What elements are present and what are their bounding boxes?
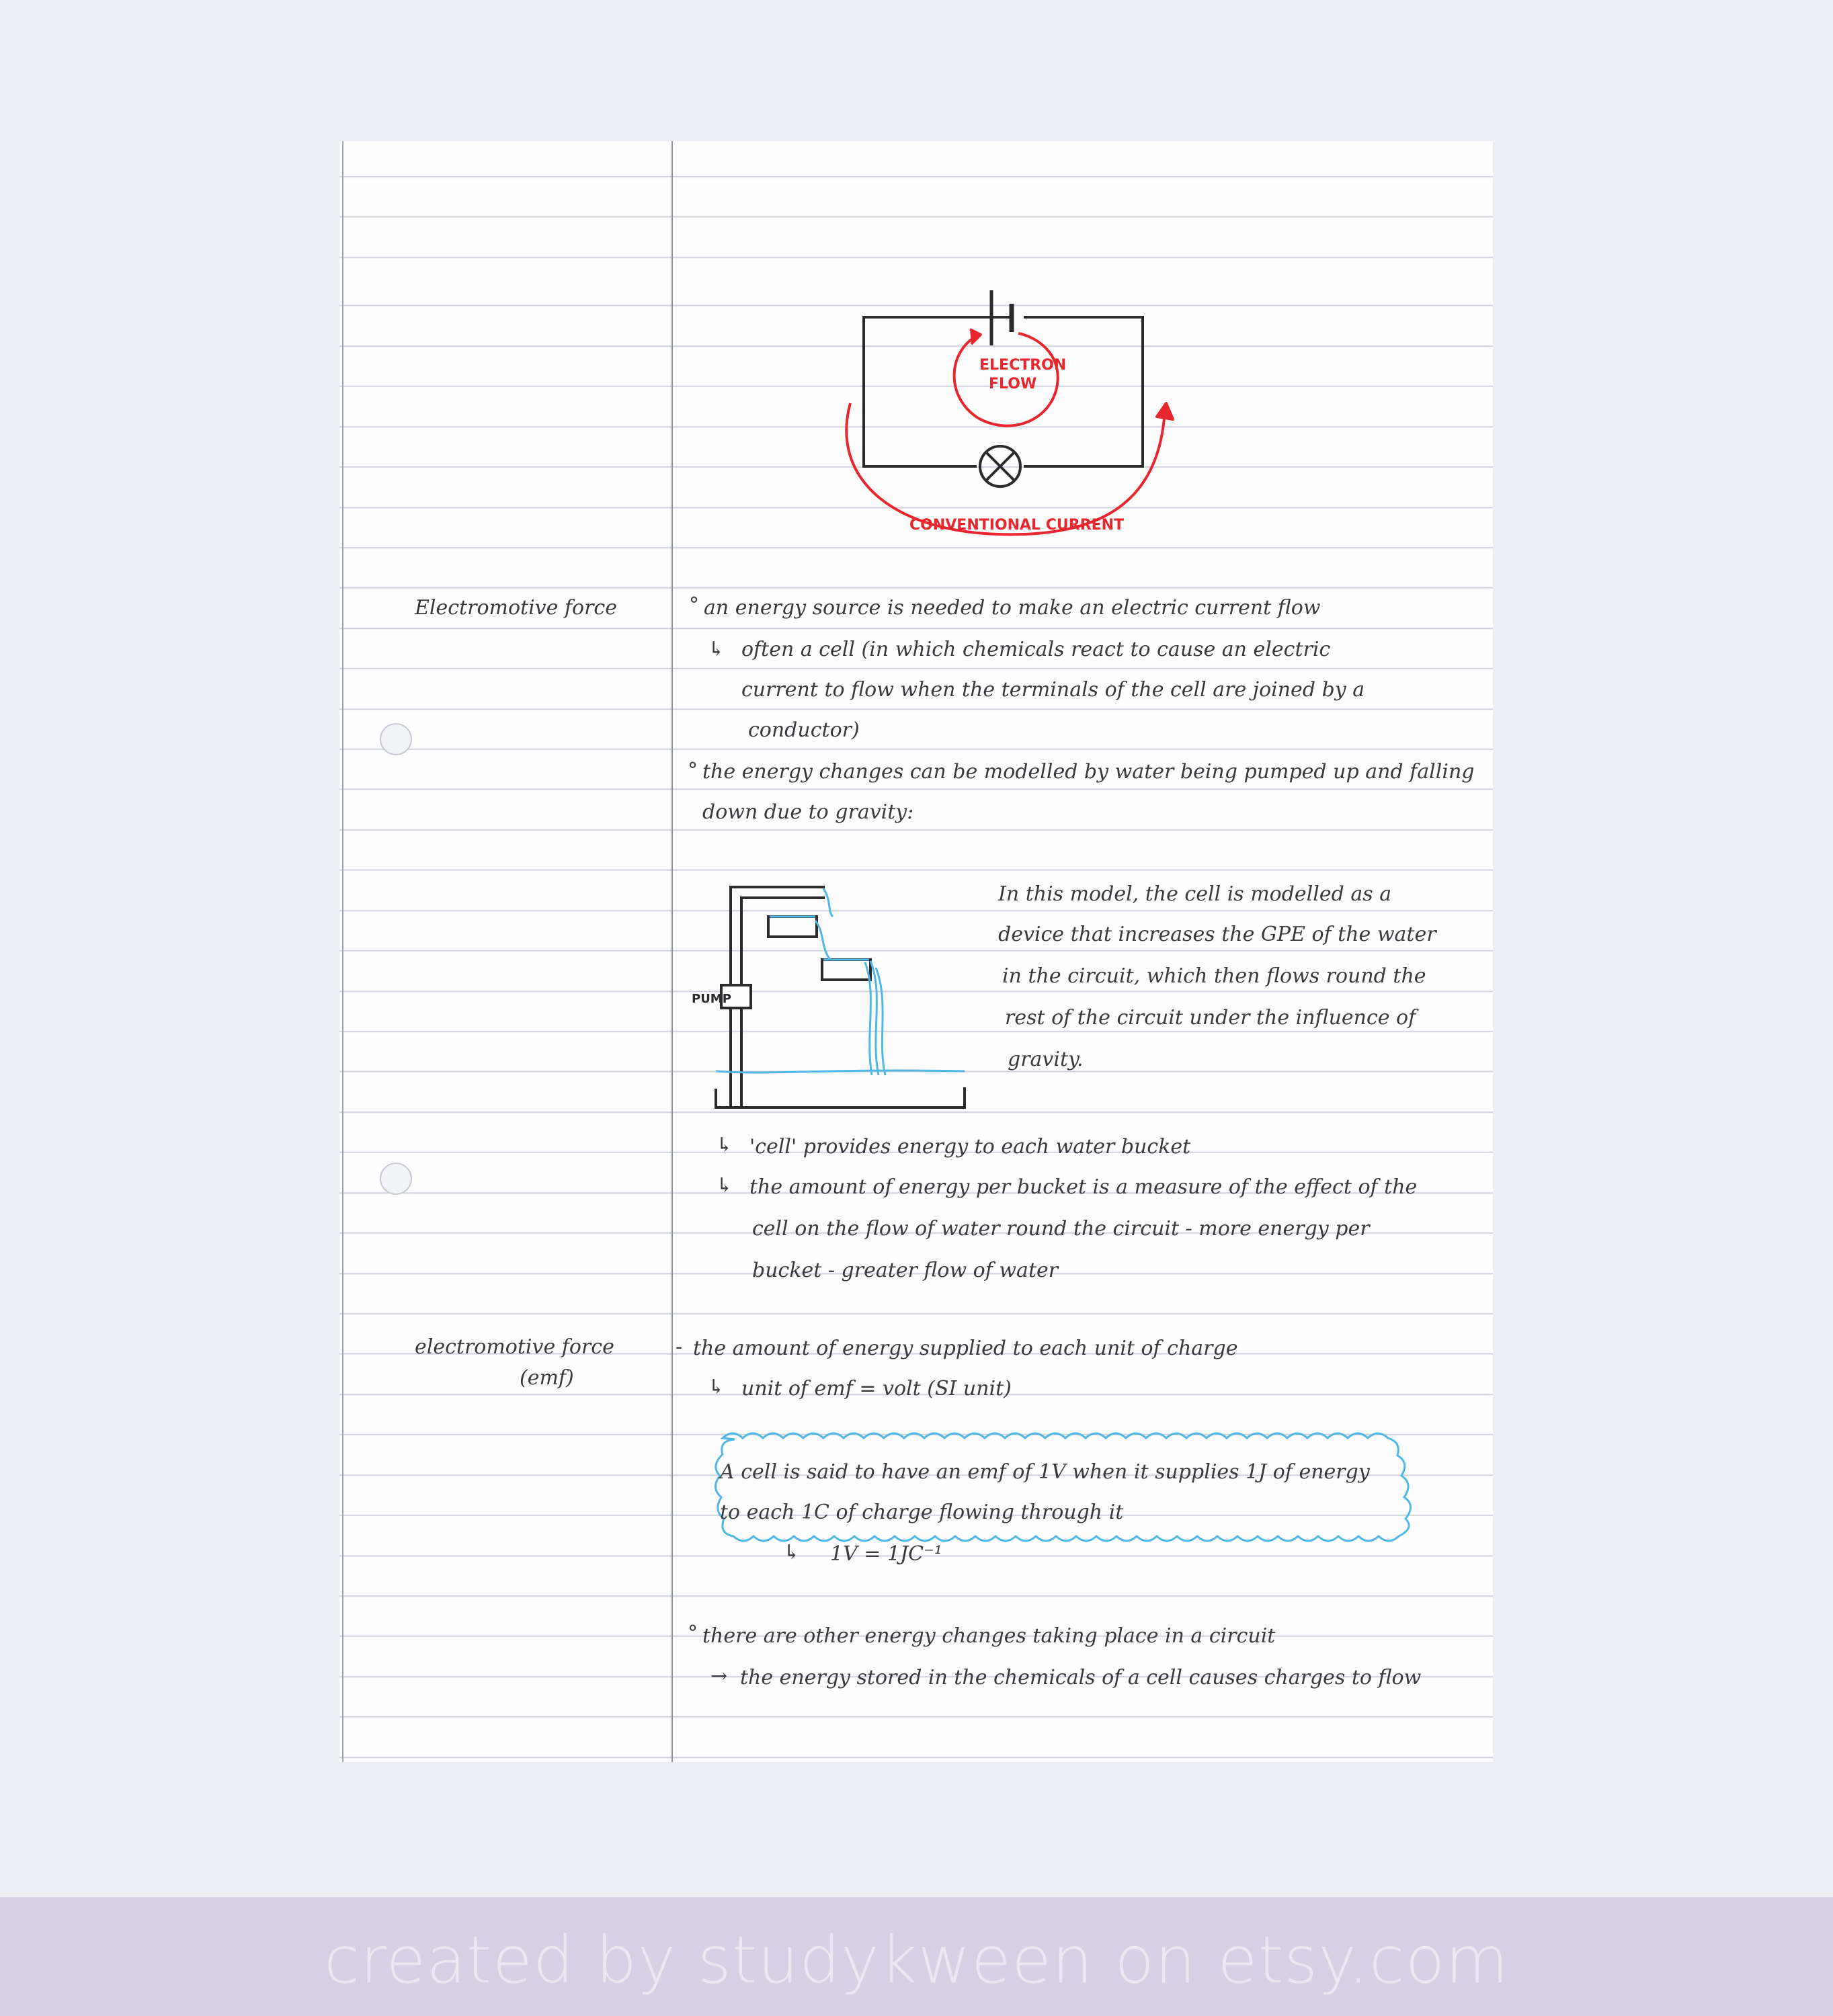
arrow-icon: ↳ bbox=[783, 1541, 801, 1564]
electron-flow-label: ELECTRON bbox=[979, 357, 1067, 374]
model-text: rest of the circuit under the influence of bbox=[1005, 1006, 1416, 1030]
margin-line bbox=[671, 141, 673, 1762]
arrow-icon: → bbox=[710, 1665, 728, 1688]
water-pump-diagram bbox=[689, 874, 1005, 1129]
note-line: unit of emf = volt (SI unit) bbox=[741, 1377, 1012, 1400]
margin-heading-emf-definition: electromotive force bbox=[415, 1335, 614, 1359]
note-line: bucket - greater flow of water bbox=[752, 1259, 1059, 1282]
note-line: the amount of energy per bucket is a measure of the effect of the bbox=[749, 1175, 1418, 1199]
note-line: the energy changes can be modelled by water being pumped up and falling bbox=[702, 760, 1475, 784]
model-text: in the circuit, which then flows round the bbox=[1002, 964, 1426, 988]
punch-hole bbox=[380, 1163, 412, 1195]
note-line: down due to gravity: bbox=[702, 800, 914, 824]
bullet-point: ° bbox=[688, 759, 698, 782]
model-text: device that increases the GPE of the water bbox=[998, 923, 1436, 946]
dash-marker: - bbox=[676, 1335, 683, 1359]
note-line: often a cell (in which chemicals react to cause an electric bbox=[741, 638, 1331, 661]
note-line: there are other energy changes taking place in a circuit bbox=[702, 1624, 1276, 1648]
pump-label: PUMP bbox=[692, 992, 731, 1006]
conventional-current-label: CONVENTIONAL CURRENT bbox=[909, 517, 1125, 534]
arrow-icon: ↳ bbox=[708, 638, 725, 661]
arrow-icon: ↳ bbox=[716, 1174, 733, 1198]
margin-heading-emf: Electromotive force bbox=[415, 596, 617, 620]
footer-credit: created by studykween on etsy.com bbox=[324, 1923, 1509, 1998]
arrow-icon: ↳ bbox=[708, 1376, 725, 1399]
note-line: conductor) bbox=[748, 718, 860, 742]
definition-text: 1V = 1JC⁻¹ bbox=[830, 1542, 942, 1566]
electron-flow-label-2: FLOW bbox=[989, 376, 1037, 392]
bullet-point: ° bbox=[688, 1622, 698, 1645]
definition-text: to each 1C of charge flowing through it bbox=[720, 1501, 1124, 1524]
definition-text: A cell is said to have an emf of 1V when it supplies 1J of energy bbox=[720, 1460, 1370, 1484]
bullet-point: ° bbox=[689, 593, 699, 617]
footer-banner bbox=[0, 1897, 1833, 2016]
arrow-icon: ↳ bbox=[716, 1134, 733, 1157]
page-edge bbox=[342, 141, 343, 1762]
note-line: the energy stored in the chemicals of a cell causes charges to flow bbox=[740, 1666, 1422, 1689]
note-line: the amount of energy supplied to each unit of charge bbox=[693, 1337, 1238, 1360]
note-line: current to flow when the terminals of the cell are joined by a bbox=[741, 678, 1365, 702]
model-text: gravity. bbox=[1008, 1048, 1084, 1071]
model-text: In this model, the cell is modelled as a bbox=[998, 882, 1392, 906]
note-line: 'cell' provides energy to each water bucket bbox=[749, 1135, 1191, 1159]
notebook-page bbox=[339, 141, 1493, 1762]
margin-heading-emf-abbrev: (emf) bbox=[520, 1366, 574, 1390]
circuit-diagram bbox=[810, 276, 1361, 685]
note-line: an energy source is needed to make an electric current flow bbox=[704, 596, 1321, 620]
punch-hole bbox=[380, 723, 412, 755]
note-line: cell on the flow of water round the circuit - more energy per bbox=[752, 1217, 1370, 1241]
